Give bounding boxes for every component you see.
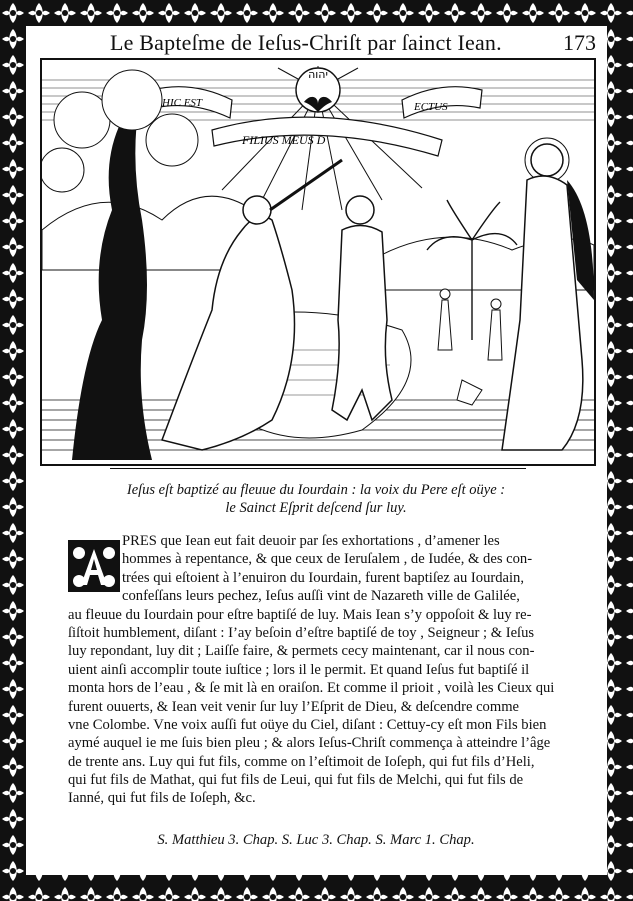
body-line: PRES que Iean eut fait deuoir par ſes exhortations , d’amener les — [122, 533, 500, 549]
body-line: vne Colombe. Vne voix auſſi fut oüye du Ciel, diſant : Cettuy-cy eſt mon Fils bien — [68, 716, 547, 733]
caption-line-2: le Sainct Eſprit deſcend ſur luy. — [225, 500, 407, 516]
body-line: trées qui eſtoient à l’enuiron du Iourdain, furent baptiſez au Iourdain, — [122, 569, 524, 586]
page-number: 173 — [563, 30, 596, 55]
caption-rule — [110, 468, 526, 469]
banner-right-text: ECTUS — [414, 101, 448, 113]
caption-line-1: Ieſus eſt baptizé au fleuue du Iourdain : la voix du Pere eſt oüye : — [126, 482, 506, 498]
scripture-references: S. Matthieu 3. Chap. S. Luc 3. Chap. S. Marc 1. Chap. — [157, 832, 475, 848]
body-line: qui fut fils de Mathat, qui fut fils de Leui, qui fut fils de Melchi, qui fut fils de — [68, 772, 524, 789]
body-line: confeſſans leurs pechez, Ieſus auſſi vint de Nazareth ville de Galilée, — [122, 588, 520, 605]
body-line: monta hors de l’eau , & ſe mit là en oraiſon. Et comme il prioit , voilà les Cieux qui — [68, 680, 555, 697]
body-line: uient ainſi accomplir toute iuſtice ; lors il le permit. Et quand Ieſus fut baptiſé il — [68, 661, 530, 678]
illustration-caption — [40, 481, 592, 517]
banner-bottom-text: FILIUS MEUS D — [242, 133, 326, 147]
body-line: luy repondant, luy dit ; Laiſſe faire, & permets cecy maintenant, car il nous con- — [68, 643, 535, 660]
baptism-woodcut-illustration — [40, 58, 596, 466]
body-line: aymé auquel ie me ſuis bien pleu ; & alors Ieſus-Chriſt commença à atteindre l’âge — [68, 735, 551, 752]
body-line: ſiſtoit humblement, diſant : I’ay beſoin d’eſtre baptiſé de toy , Seigneur ; & Ieſus — [68, 624, 535, 641]
body-line: Ianné, qui fut fils de Ioſeph, &c. — [68, 790, 256, 807]
body-line: furent ouuerts, & Iean veit venir ſur luy l’Eſprit de Dieu, & deſcendre comme — [68, 698, 520, 715]
body-text — [68, 532, 598, 808]
body-line: hommes à repentance, & que ceux de Ieruſalem , de Iudée, & des con- — [122, 551, 533, 568]
glory-text: יהוה — [308, 68, 328, 81]
page-title: Le Bapteſme de Ieſus-Chriſt par ſainct Iean. — [110, 30, 502, 55]
page-header — [36, 30, 596, 60]
body-line: au fleuue du Iourdain pour eſtre baptiſé de luy. Mais Iean s’y oppoſoit & luy re- — [68, 606, 532, 623]
banner-left-text: HIC EST — [162, 97, 203, 109]
body-line: de trente ans. Luy qui fut fils, comme on l’eſtimoit de Ioſeph, qui fut fils d’Heli, — [68, 753, 535, 770]
